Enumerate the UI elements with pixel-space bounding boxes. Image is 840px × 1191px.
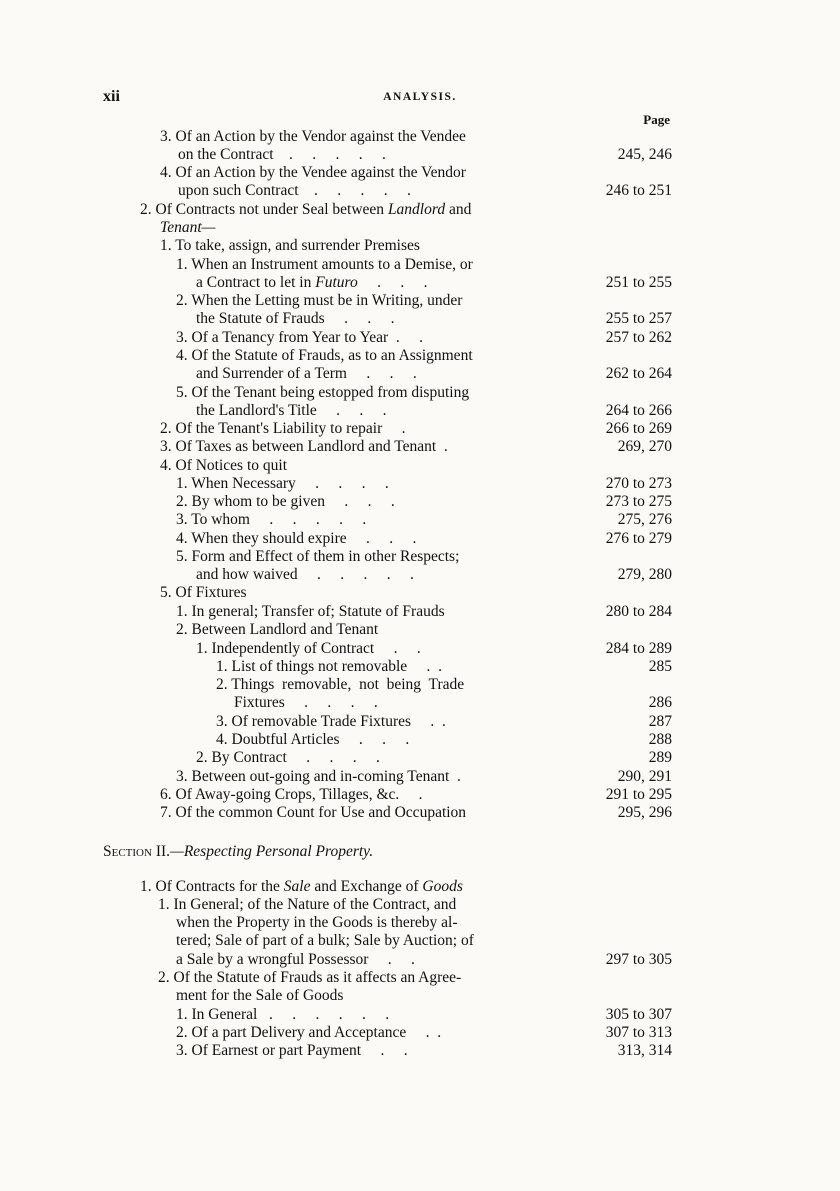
toc-line: 3. Of an Action by the Vendor against the Vendee [160, 128, 466, 145]
section-heading [103, 843, 373, 861]
toc-line: 2. When the Letting must be in Writing, under [176, 292, 463, 309]
toc-page: 270 to 273 [605, 475, 672, 492]
toc-line: ment for the Sale of Goods [176, 987, 344, 1004]
toc-page: 280 to 284 [605, 603, 672, 620]
section-title: —Respecting Personal Property. [170, 843, 374, 860]
toc-line: 1. Of Contracts for the Sale and Exchange of Goods [140, 878, 463, 895]
toc-page: 275, 276 [617, 511, 672, 528]
toc-line: a Sale by a wrongful Possessor . . [176, 951, 415, 968]
toc-line: 2. Of the Tenant's Liability to repair . [160, 420, 406, 437]
toc-line: Tenant— [160, 219, 216, 236]
toc-page: 285 [648, 658, 672, 675]
toc-page: 289 [648, 749, 672, 766]
toc-page: 266 to 269 [605, 420, 672, 437]
toc-line: 4. When they should expire . . . [176, 530, 417, 547]
page-column-label: Page [643, 112, 670, 127]
toc-page: 297 to 305 [605, 951, 672, 968]
toc-page: 305 to 307 [605, 1006, 672, 1023]
toc-line-text: 2. Of Contracts not under Seal between Landlord and [140, 201, 472, 218]
toc-line: 5. Of Fixtures [160, 584, 247, 601]
toc-line: 2. Of a part Delivery and Acceptance . . [176, 1024, 442, 1041]
toc-line: the Statute of Frauds . . . [196, 310, 395, 327]
toc-page: 284 to 289 [605, 640, 672, 657]
toc-line: 2. Things removable, not being Trade [216, 676, 465, 693]
toc-line: Fixtures . . . . [234, 694, 378, 711]
toc-page: 255 to 257 [605, 310, 672, 327]
toc-page: 264 to 266 [605, 402, 672, 419]
toc-page: 276 to 279 [605, 530, 672, 547]
toc-line: 2. By Contract . . . . [196, 749, 380, 766]
running-title: ANALYSIS. [383, 91, 457, 103]
toc-line [140, 201, 471, 219]
toc-line: 3. To whom . . . . . [176, 511, 367, 528]
toc-line: and how waived . . . . . [196, 566, 414, 583]
toc-line: 1. In General . . . . . . [176, 1006, 390, 1023]
toc-page: 290, 291 [617, 768, 672, 785]
toc-line: 4. Doubtful Articles . . . [216, 731, 410, 748]
toc-line: 2. Of the Statute of Frauds as it affects an Agree- [158, 969, 462, 986]
toc-page: 313, 314 [617, 1042, 672, 1059]
toc-line: the Landlord's Title . . . [196, 402, 387, 419]
toc-line: 5. Of the Tenant being estopped from disputing [176, 384, 470, 401]
toc-line: tered; Sale of part of a bulk; Sale by Auction; of [176, 932, 474, 949]
toc-line: 4. Of Notices to quit [160, 457, 287, 474]
toc-line: 3. Of a Tenancy from Year to Year . . [176, 329, 424, 346]
toc-line: upon such Contract . . . . . [178, 182, 411, 199]
page-number: xii [103, 88, 120, 105]
toc-line: 3. Between out-going and in-coming Tenant . [176, 768, 461, 785]
toc-line: and Surrender of a Term . . . [196, 365, 417, 382]
toc-page: 295, 296 [617, 804, 672, 821]
toc-page: 246 to 251 [605, 182, 672, 199]
toc-page: 257 to 262 [605, 329, 672, 346]
toc-page: 262 to 264 [605, 365, 672, 382]
toc-line: 7. Of the common Count for Use and Occupation [160, 804, 467, 821]
toc-line: when the Property in the Goods is thereby al- [176, 914, 458, 931]
toc-line: 6. Of Away-going Crops, Tillages, &c. . [160, 786, 423, 803]
section-label: Section II. [103, 843, 171, 860]
toc-page: 286 [648, 694, 672, 711]
toc-line: 1. In general; Transfer of; Statute of Frauds [176, 603, 445, 620]
toc-line: 1. Independently of Contract . . [196, 640, 421, 657]
toc-page: 245, 246 [617, 146, 672, 163]
toc-line: on the Contract . . . . . [178, 146, 386, 163]
toc-page: 291 to 295 [605, 786, 672, 803]
toc-page: 251 to 255 [605, 274, 672, 291]
toc-line: 2. By whom to be given . . . [176, 493, 395, 510]
toc-line: 3. Of Earnest or part Payment . . [176, 1042, 408, 1059]
toc-page: 307 to 313 [605, 1024, 672, 1041]
toc-line: 5. Form and Effect of them in other Respects; [176, 548, 460, 565]
toc-line: 3. Of Taxes as between Landlord and Tenant . [160, 438, 448, 455]
toc-line: 2. Between Landlord and Tenant [176, 621, 379, 638]
toc-line: 1. When an Instrument amounts to a Demise, or [176, 256, 473, 273]
toc-line: 3. Of removable Trade Fixtures . . [216, 713, 446, 730]
toc-line: a Contract to let in Futuro . . . [196, 274, 428, 291]
toc-page: 279, 280 [617, 566, 672, 583]
toc-line: 1. To take, assign, and surrender Premises [160, 237, 420, 254]
toc-line: 4. Of an Action by the Vendee against the Vendor [160, 164, 466, 181]
toc-page: 288 [648, 731, 672, 748]
toc-line: 4. Of the Statute of Frauds, as to an Assignment [176, 347, 473, 364]
toc-line: 1. When Necessary . . . . [176, 475, 389, 492]
toc-page: 269, 270 [617, 438, 672, 455]
toc-page: 287 [648, 713, 672, 730]
toc-page: 273 to 275 [605, 493, 672, 510]
toc-line: 1. In General; of the Nature of the Contract, and [158, 896, 457, 913]
toc-line: 1. List of things not removable . . [216, 658, 443, 675]
